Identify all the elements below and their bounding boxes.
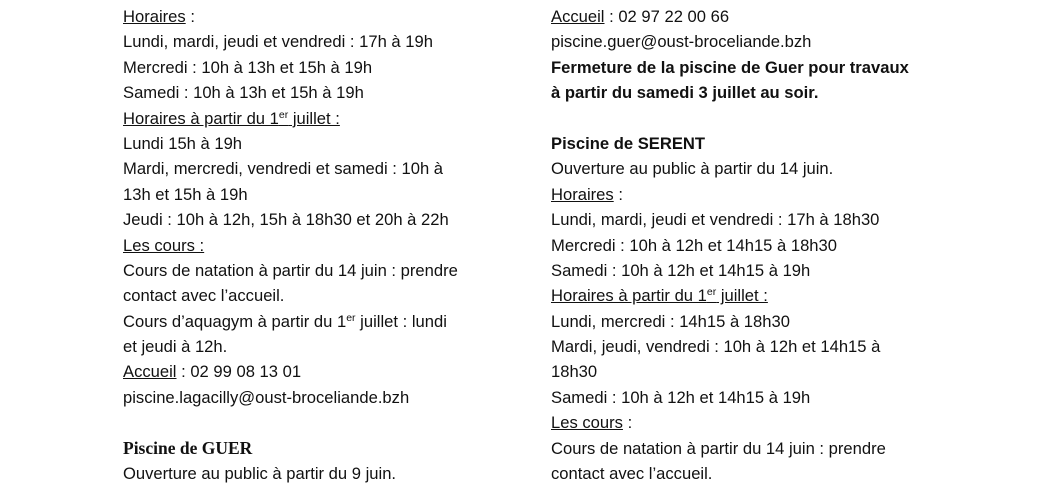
email-address: piscine.lagacilly@oust-broceliande.bzh (123, 387, 410, 407)
schedule-line: Samedi : 10h à 13h et 15h à 19h (123, 83, 364, 103)
course-line: Cours d’aquagym à partir du 1er juillet : lundi (123, 311, 447, 331)
courses-heading (551, 410, 951, 435)
accueil-phone: : 02 99 08 13 01 (176, 362, 302, 382)
guer-opening: Ouverture au public à partir du 9 juin. (123, 464, 397, 484)
left-column (123, 4, 523, 486)
accueil-label: Accueil (551, 7, 605, 26)
guer-title: Piscine de GUER (123, 437, 253, 458)
serent-opening: Ouverture au public à partir du 14 juin. (551, 159, 834, 179)
july-schedule-line: Jeudi : 10h à 12h, 15h à 18h30 et 20h à 22h (123, 210, 449, 230)
horaires-heading (551, 182, 951, 207)
horaires-label: Horaires (123, 7, 186, 26)
courses-label: Les cours (551, 413, 623, 433)
july-schedule-line: Mardi, mercredi, vendredi et samedi : 10h à (123, 159, 444, 179)
horaires-colon: : (185, 7, 195, 26)
email-address: piscine.guer@oust-broceliande.bzh (551, 32, 812, 52)
course-line: contact avec l’accueil. (123, 286, 285, 306)
accueil-line (551, 4, 951, 29)
accueil-label: Accueil (123, 362, 177, 382)
horaires-colon: : (613, 184, 623, 204)
july-schedule-line: Mardi, jeudi, vendredi : 10h à 12h et 14h15 à (551, 337, 881, 357)
accueil-line (123, 359, 523, 384)
july-schedule-heading: Horaires à partir du 1er juillet : (551, 286, 768, 306)
horaires-label: Horaires (551, 184, 614, 204)
accueil-phone: : 02 97 22 00 66 (604, 7, 730, 26)
schedule-line: Lundi, mardi, jeudi et vendredi : 17h à 19h (123, 32, 433, 52)
july-schedule-line: Lundi, mercredi : 14h15 à 18h30 (551, 311, 790, 331)
courses-heading: Les cours : (123, 235, 205, 255)
closure-notice: Fermeture de la piscine de Guer pour travaux (551, 57, 909, 77)
course-line: Cours de natation à partir du 14 juin : prendre (551, 438, 886, 458)
courses-colon: : (622, 413, 633, 433)
july-schedule-heading: Horaires à partir du 1er juillet : (123, 108, 340, 128)
july-schedule-line: Lundi 15h à 19h (123, 133, 243, 153)
schedule-line: Lundi, mardi, jeudi et vendredi : 17h à 18h30 (551, 210, 880, 230)
spacer (551, 106, 951, 131)
july-schedule-line: 18h30 (551, 362, 598, 382)
schedule-line: Mercredi : 10h à 12h et 14h15 à 18h30 (551, 235, 837, 255)
july-schedule-line: 13h et 15h à 19h (123, 184, 248, 204)
spacer (123, 410, 523, 435)
july-schedule-line: Samedi : 10h à 12h et 14h15 à 19h (551, 387, 811, 407)
horaires-heading (123, 4, 523, 29)
right-column (551, 4, 951, 486)
serent-title: Piscine de SERENT (551, 133, 706, 153)
course-line: contact avec l’accueil. (551, 464, 713, 484)
course-line: et jeudi à 12h. (123, 337, 228, 357)
schedule-line: Mercredi : 10h à 13h et 15h à 19h (123, 57, 373, 77)
course-line: Cours de natation à partir du 14 juin : prendre (123, 260, 458, 280)
closure-notice: à partir du samedi 3 juillet au soir. (551, 83, 819, 103)
schedule-line: Samedi : 10h à 12h et 14h15 à 19h (551, 260, 811, 280)
